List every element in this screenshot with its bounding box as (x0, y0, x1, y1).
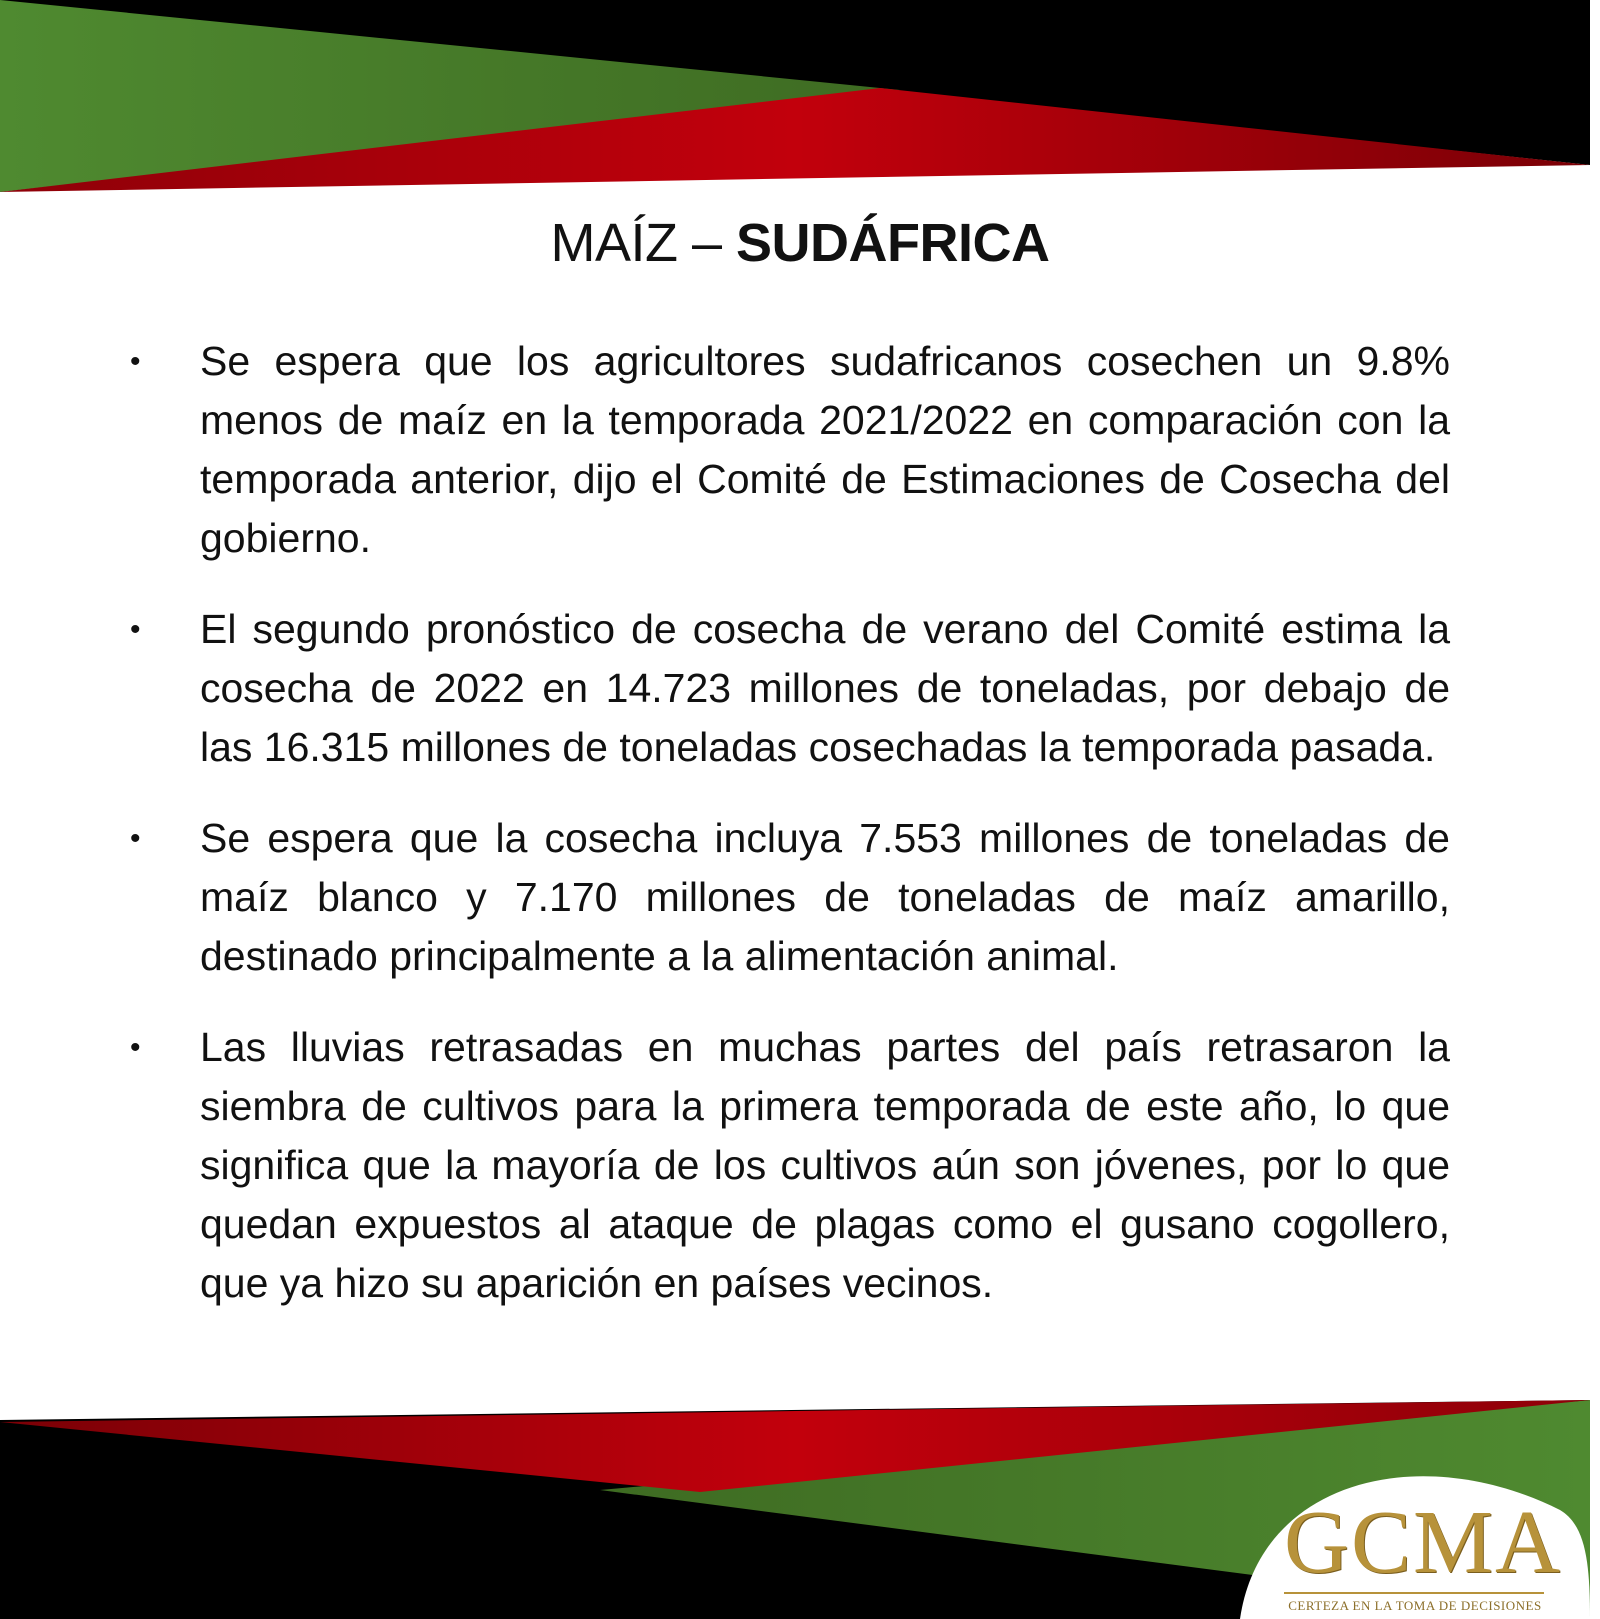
bullet-text: Se espera que los agricultores sudafricanos cosechen un 9.8% menos de maíz en la temporada 2021/2022 en comparación con la temporada anterior, dijo el Comité de Estimaciones de Cosecha del gobierno. (200, 338, 1450, 561)
bullet-icon: • (130, 822, 141, 855)
bullet-list (130, 332, 1450, 1345)
bullet-icon: • (130, 345, 141, 378)
list-item (130, 1018, 1450, 1313)
logo-divider (1284, 1592, 1544, 1594)
bullet-text: Las lluvias retrasadas en muchas partes del país retrasaron la siembra de cultivos para la primera temporada de este año, lo que significa que la mayoría de los cultivos aún son jóvenes, por lo que quedan expuestos al ataque de plagas como el gusano cogollero, que ya hizo su aparición en países vecinos. (200, 1024, 1450, 1306)
bullet-icon: • (130, 613, 141, 646)
bullet-text: El segundo pronóstico de cosecha de verano del Comité estima la cosecha de 2022 en 14.723 millones de toneladas, por debajo de las 16.315 millones de toneladas cosechadas la temporada pasada. (200, 606, 1450, 770)
logo-mark: GCMA (1284, 1493, 1563, 1592)
title-emphasis: SUDÁFRICA (736, 213, 1050, 273)
logo-tagline: CERTEZA EN LA TOMA DE DECISIONES (1288, 1598, 1542, 1613)
top-banner (0, 0, 1600, 200)
bullet-text: Se espera que la cosecha incluya 7.553 millones de toneladas de maíz blanco y 7.170 millones de toneladas de maíz amarillo, destinado principalmente a la alimentación animal. (200, 815, 1450, 979)
list-item (130, 809, 1450, 986)
bullet-icon: • (130, 1031, 141, 1064)
page-title (0, 212, 1600, 274)
gcma-logo (1240, 1480, 1570, 1619)
title-prefix: MAÍZ – (550, 213, 737, 273)
list-item (130, 332, 1450, 568)
list-item (130, 600, 1450, 777)
